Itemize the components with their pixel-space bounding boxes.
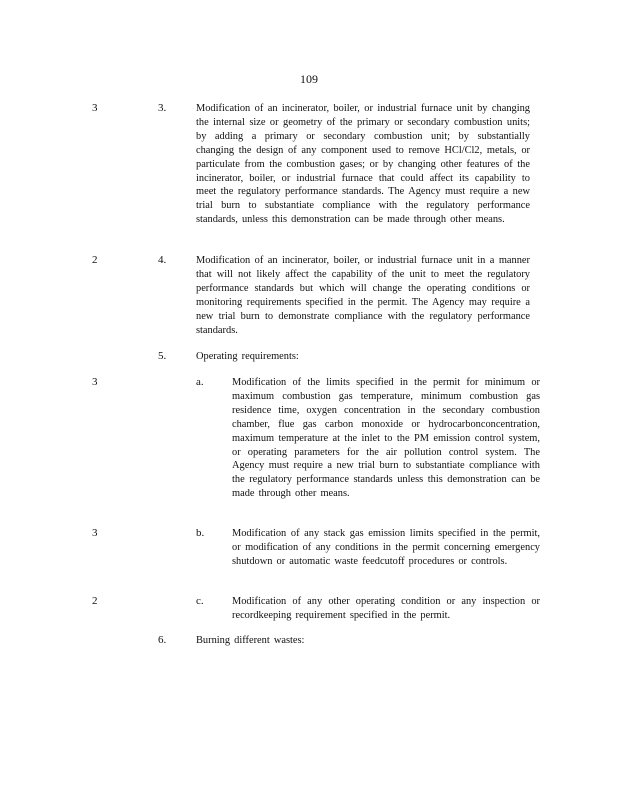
- sub-letter: a.: [196, 376, 204, 388]
- item-number: 3.: [158, 102, 167, 114]
- entry-text: Modification of any other operating condition or any inspection or recordkeeping requirement specified in the permit.: [232, 596, 540, 621]
- entry-text: Modification of an incinerator, boiler, or industrial furnace unit in a manner that will not likely affect the capability of the unit to meet the regulatory performance standards but which will change the operating conditions or monitoring requirements specified in the permit. The Agency may require a new trial burn to demonstrate compliance with the regulatory performance standards.: [196, 255, 530, 336]
- item-number: 5.: [158, 350, 167, 362]
- class-number: 2: [92, 595, 98, 607]
- class-number: 3: [92, 102, 98, 114]
- entry-heading: Operating requirements:: [196, 351, 299, 362]
- sub-letter: b.: [196, 527, 205, 539]
- entry-text: Modification of any stack gas emission limits specified in the permit, or modification of any conditions in the permit concerning emergency shutdown or automatic waste feedcutoff procedures or controls.: [232, 528, 540, 567]
- class-number: 2: [92, 254, 98, 266]
- entry-text: Modification of an incinerator, boiler, or industrial furnace unit by changing the internal size or geometry of the primary or secondary combustion units; by adding a primary or secondary combustion unit; by substantially changing the design of any component used to remove HCl/Cl2, metals, or particulate from the combustion gases; or by changing other features of the incinerator, boiler, or industrial furnace that could affect its capability to meet the regulatory performance standards. The Agency must require a new trial burn to substantiate compliance with the regulatory performance standards, unless this demonstration can be made through other means.: [196, 103, 530, 226]
- item-number: 4.: [158, 254, 167, 266]
- entry-heading: Burning different wastes:: [196, 635, 305, 646]
- item-number: 6.: [158, 634, 167, 646]
- sub-letter: c.: [196, 595, 204, 607]
- class-number: 3: [92, 376, 98, 388]
- page-number: 109: [300, 72, 318, 86]
- entry-text: Modification of the limits specified in the permit for minimum or maximum combustion gas temperature, minimum combustion gas residence time, oxygen concentration in the secondary combustion chamber, flue gas carbon monoxide or hydrocarbonconcentration, maximum temperature at the inlet to the PM emission control system, or operating parameters for the air pollution control system. The Agency must require a new trial burn to substantiate compliance with the regulatory performance standards unless this demonstration can be made through other means.: [232, 377, 540, 500]
- class-number: 3: [92, 527, 98, 539]
